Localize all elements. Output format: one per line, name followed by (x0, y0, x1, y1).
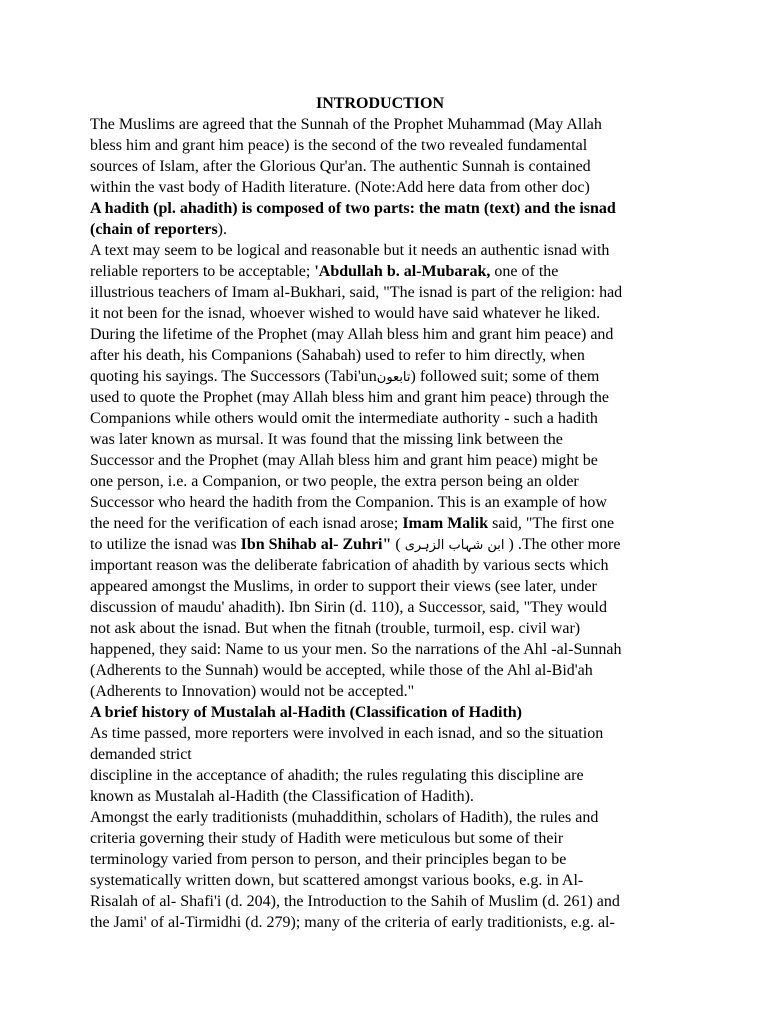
plain-text: ) followed suit; some of them (410, 368, 600, 385)
text-line: one person, i.e. a Companion, or two people, the extra person being an older (90, 473, 579, 490)
arabic-text: تابعون (376, 370, 411, 385)
text-line: appeared amongst the Muslims, in order to support their views (see later, under (90, 578, 597, 595)
text-line: As time passed, more reporters were involved in each isnad, and so the situation (90, 725, 604, 742)
text-line: demanded strict (90, 746, 192, 763)
isnad-paragraph (90, 240, 690, 702)
bold-text: (chain of reporters (90, 221, 218, 238)
bold-text: A brief history of Mustalah al-Hadith (Classification of Hadith) (90, 704, 523, 721)
text-line (90, 513, 690, 534)
text-line: (Adherents to Innovation) would not be accepted." (90, 683, 415, 700)
plain-text: said, "The first one (488, 515, 615, 532)
bold-text: A hadith (pl. ahadith) is composed of two parts: the matn (text) and the isnad (90, 200, 616, 217)
text-line: happened, they said: Name to us your men. So the narrations of the Ahl -al-Sunnah (90, 641, 622, 658)
history-paragraph (90, 723, 690, 933)
text-line: systematically written down, but scattered amongst various books, e.g. in Al- (90, 872, 584, 889)
plain-text: ) .The other more (504, 536, 621, 553)
text-line (90, 219, 690, 240)
text-line: was later known as mursal. It was found that the missing link between the (90, 431, 563, 448)
plain-text: the need for the verification of each isnad arose; (90, 515, 403, 532)
text-line: illustrious teachers of Imam al-Bukhari, said, "The isnad is part of the religion: had (90, 284, 623, 301)
plain-text: to utilize the isnad was (90, 536, 241, 553)
text-line: important reason was the deliberate fabrication of ahadith by various sects which (90, 557, 609, 574)
text-line (90, 261, 690, 282)
plain-text: ( (391, 536, 405, 553)
section-heading (90, 702, 690, 723)
text-line: Successor who heard the hadith from the Companion. This is an example of how (90, 494, 607, 511)
text-line: it not been for the isnad, whoever wished to would have said whatever he liked. (90, 305, 601, 322)
hadith-definition (90, 198, 690, 240)
bold-line (90, 198, 690, 219)
bold-text: Ibn Shihab al- Zuhri" (240, 536, 392, 553)
text-line: after his death, his Companions (Sahabah) used to refer to him directly, when (90, 347, 585, 364)
text-line: criteria governing their study of Hadith were meticulous but some of their (90, 830, 564, 847)
text-line: known as Mustalah al-Hadith (the Classification of Hadith). (90, 788, 474, 805)
text-line: discipline in the acceptance of ahadith; the rules regulating this discipline are (90, 767, 584, 784)
text-line: not ask about the isnad. But when the fitnah (trouble, turmoil, esp. civil war) (90, 620, 581, 637)
text-line: Successor and the Prophet (may Allah bless him and grant him peace) might be (90, 452, 598, 469)
text-line: A text may seem to be logical and reasonable but it needs an authentic isnad with (90, 242, 610, 259)
text-line: The Muslims are agreed that the Sunnah of the Prophet Muhammad (May Allah (90, 116, 602, 133)
text-line: During the lifetime of the Prophet (may Allah bless him and grant him peace) and (90, 326, 614, 343)
plain-text: quoting his sayings. The Successors (Tabi'un (90, 368, 377, 385)
text-line: Amongst the early traditionists (muhaddithin, scholars of Hadith), the rules and (90, 809, 599, 826)
text-line: terminology varied from person to person, and their principles began to be (90, 851, 567, 868)
bold-text: Imam Malik (402, 515, 489, 532)
text-line: sources of Islam, after the Glorious Qur'an. The authentic Sunnah is contained (90, 158, 591, 175)
text-line: used to quote the Prophet (may Allah bless him and grant him peace) through the (90, 389, 609, 406)
plain-text: one of the (490, 263, 559, 280)
text-line: discussion of maudu' ahadith). Ibn Sirin (d. 110), a Successor, said, "They would (90, 599, 607, 616)
arabic-text: ابن شہاب الزہری (404, 538, 505, 553)
text-line: the Jami' of al-Tirmidhi (d. 279); many of the criteria of early traditionists, e.g. al- (90, 914, 615, 931)
text-line: (Adherents to the Sunnah) would be accepted, while those of the Ahl al-Bid'ah (90, 662, 593, 679)
intro-paragraph (90, 114, 690, 198)
text-line: Companions while others would omit the intermediate authority - such a hadith (90, 410, 598, 427)
document-page (90, 93, 690, 933)
text-line (90, 366, 690, 387)
text-line: bless him and grant him peace) is the second of the two revealed fundamental (90, 137, 588, 154)
text-line (90, 534, 690, 555)
text-line: within the vast body of Hadith literature. (Note:Add here data from other doc) (90, 179, 590, 196)
page-title: INTRODUCTION (316, 95, 445, 112)
plain-text: ). (217, 221, 227, 238)
bold-text: 'Abdullah b. al-Mubarak, (314, 263, 491, 280)
plain-text: reliable reporters to be acceptable; (90, 263, 315, 280)
text-line: Risalah of al- Shafi'i (d. 204), the Introduction to the Sahih of Muslim (d. 261) and (90, 893, 620, 910)
